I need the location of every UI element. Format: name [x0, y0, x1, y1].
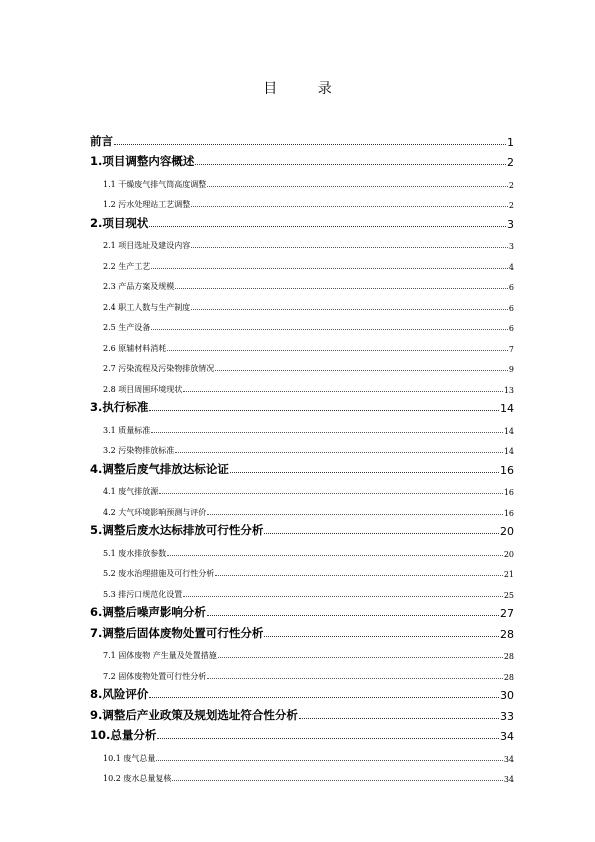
toc-section-entry[interactable] [90, 682, 514, 703]
toc-subsection-entry[interactable] [90, 764, 514, 785]
toc-page-number: 28 [500, 627, 514, 641]
toc-entry-label: 4.1 废气排放源 [103, 487, 159, 496]
toc-subsection-entry[interactable] [90, 313, 514, 334]
dot-leader [191, 309, 508, 310]
toc-page-number: 1 [507, 135, 514, 149]
toc-page-number: 30 [500, 689, 514, 702]
toc-entry-label: 2.7 污染流程及污染物排放情况 [103, 364, 215, 373]
toc-page-number: 34 [500, 730, 514, 743]
dot-leader [167, 555, 503, 556]
dot-leader [159, 493, 503, 494]
toc-entry-label: 4.2 大气环境影响预测与评价 [103, 507, 207, 517]
toc-page-number: 6 [508, 283, 514, 292]
dot-leader [299, 718, 499, 719]
page-title: 目 录 [263, 81, 350, 97]
toc-page-number: 16 [503, 508, 514, 518]
toc-entry-label: 2.6 原辅材料消耗 [103, 343, 167, 353]
toc-page-number: 2 [508, 201, 514, 210]
toc-page-number: 21 [503, 570, 514, 579]
toc-subsection-entry[interactable] [90, 497, 514, 518]
toc-page-number: 20 [503, 549, 514, 559]
toc-section-entry[interactable] [90, 518, 514, 539]
toc-page-number: 34 [503, 754, 514, 764]
toc-entry-label: 前言 [90, 133, 113, 148]
dot-leader [167, 350, 508, 351]
toc-subsection-entry[interactable] [90, 169, 514, 190]
toc-entry-label: 2.4 职工人数与生产制度 [103, 302, 191, 312]
toc-entry-label: 8.风险评价 [90, 687, 149, 701]
dot-leader [151, 268, 508, 269]
toc-section-entry[interactable] [90, 620, 514, 641]
toc-subsection-entry[interactable] [90, 415, 514, 436]
toc-section-entry[interactable] [90, 702, 514, 723]
toc-subsection-entry[interactable] [90, 231, 514, 252]
toc-page-number: 28 [503, 652, 514, 661]
dot-leader [207, 678, 503, 679]
toc-entry-label: 2.3 产品方案及规模 [103, 282, 175, 291]
toc-subsection-entry[interactable] [90, 292, 514, 313]
toc-section-entry[interactable] [90, 395, 514, 416]
toc-entry-label: 7.2 固体废物处置可行性分析 [103, 671, 207, 681]
dot-leader [264, 533, 499, 534]
toc-page-number: 6 [508, 324, 514, 333]
toc-subsection-entry[interactable] [90, 559, 514, 580]
toc-subsection-entry[interactable] [90, 190, 514, 211]
toc-page-number: 14 [503, 447, 514, 456]
toc-entry-label: 10.2 废水总量复核 [103, 774, 172, 783]
toc-page-number: 3 [508, 242, 514, 251]
toc-page-number: 33 [500, 709, 514, 723]
toc-subsection-entry[interactable] [90, 333, 514, 354]
toc-entry-label: 2.2 生产工艺 [103, 261, 151, 271]
toc-entry-label: 2.8 项目周围环境现状 [103, 384, 183, 394]
toc-entry-label: 9.调整后产业政策及规划选址符合性分析 [90, 707, 298, 722]
dot-leader [207, 615, 499, 616]
toc-page-number: 34 [503, 775, 514, 784]
toc-entry-label: 7.1 固体废物 产生量及处置措施 [103, 651, 217, 660]
toc-entry-label: 5.2 废水治理措施及可行性分析 [103, 569, 215, 578]
toc-page-number: 6 [508, 303, 514, 313]
toc-entry-label: 5.1 废水排放参数 [103, 548, 167, 558]
toc-page-number: 14 [500, 402, 514, 415]
dot-leader [215, 575, 503, 576]
toc-page-number: 16 [500, 463, 514, 477]
toc-entry-label: 5.调整后废水达标排放可行性分析 [90, 523, 264, 537]
toc-entry-label: 7.调整后固体废物处置可行性分析 [90, 625, 264, 640]
toc-section-entry[interactable] [90, 456, 514, 477]
toc-entry-label: 1.1 干燥废气排气筒高度调整 [103, 179, 207, 189]
toc-entry-label: 3.1 质量标准 [103, 425, 151, 435]
toc-entry-label: 6.调整后噪声影响分析 [90, 605, 206, 619]
toc-subsection-entry[interactable] [90, 538, 514, 559]
toc-entry-label: 4.调整后废气排放达标论证 [90, 461, 229, 476]
toc-section-entry[interactable] [90, 128, 514, 149]
dot-leader [149, 226, 506, 227]
dot-leader [151, 432, 503, 433]
toc-entry-label: 10.1 废气总量 [103, 753, 156, 763]
toc-page-number: 28 [503, 672, 514, 682]
toc-subsection-entry[interactable] [90, 436, 514, 457]
dot-leader [218, 657, 503, 658]
toc-subsection-entry[interactable] [90, 272, 514, 293]
toc-page-number: 25 [503, 590, 514, 600]
toc-subsection-entry[interactable] [90, 477, 514, 498]
toc-entry-label: 1.项目调整内容概述 [90, 154, 195, 168]
dot-leader [191, 206, 508, 207]
dot-leader [114, 144, 506, 145]
toc-page-number: 16 [503, 488, 514, 497]
toc-page-number: 2 [508, 180, 514, 190]
toc-subsection-entry[interactable] [90, 579, 514, 600]
toc-subsection-entry[interactable] [90, 251, 514, 272]
table-of-contents [90, 128, 514, 784]
toc-page-number: 14 [503, 426, 514, 436]
dot-leader [230, 472, 499, 473]
toc-section-entry[interactable] [90, 149, 514, 170]
dot-leader [149, 697, 499, 698]
toc-page-number: 3 [507, 217, 514, 231]
toc-entry-label: 5.3 排污口规范化设置 [103, 589, 183, 599]
dot-leader [215, 370, 508, 371]
toc-entry-label: 2.5 生产设备 [103, 323, 151, 332]
dot-leader [175, 288, 508, 289]
dot-leader [157, 738, 499, 739]
toc-page-number: 2 [507, 156, 514, 169]
toc-subsection-entry[interactable] [90, 374, 514, 395]
toc-entry-label: 2.项目现状 [90, 215, 149, 230]
toc-page-number: 7 [508, 344, 514, 354]
toc-subsection-entry[interactable] [90, 743, 514, 764]
dot-leader [191, 247, 508, 248]
dot-leader [172, 780, 502, 781]
toc-entry-label: 10.总量分析 [90, 728, 157, 742]
toc-page-number: 9 [508, 365, 514, 374]
toc-page-number: 27 [500, 607, 514, 620]
toc-page-number: 4 [508, 262, 514, 272]
toc-section-entry[interactable] [90, 600, 514, 621]
toc-section-entry[interactable] [90, 210, 514, 231]
toc-subsection-entry[interactable] [90, 354, 514, 375]
dot-leader [183, 391, 503, 392]
toc-subsection-entry[interactable] [90, 661, 514, 682]
dot-leader [195, 164, 506, 165]
toc-subsection-entry[interactable] [90, 641, 514, 662]
dot-leader [207, 186, 508, 187]
dot-leader [183, 596, 503, 597]
toc-section-entry[interactable] [90, 723, 514, 744]
dot-leader [151, 329, 508, 330]
toc-page-number: 13 [503, 385, 514, 395]
toc-entry-label: 3.执行标准 [90, 400, 149, 414]
dot-leader [156, 760, 502, 761]
toc-page-number: 20 [500, 525, 514, 538]
toc-entry-label: 1.2 污水处理站工艺调整 [103, 200, 191, 209]
dot-leader [207, 514, 503, 515]
toc-entry-label: 2.1 项目选址及建设内容 [103, 241, 191, 250]
toc-entry-label: 3.2 污染物排放标准 [103, 446, 175, 455]
dot-leader [175, 452, 503, 453]
dot-leader [264, 636, 499, 637]
dot-leader [149, 410, 499, 411]
